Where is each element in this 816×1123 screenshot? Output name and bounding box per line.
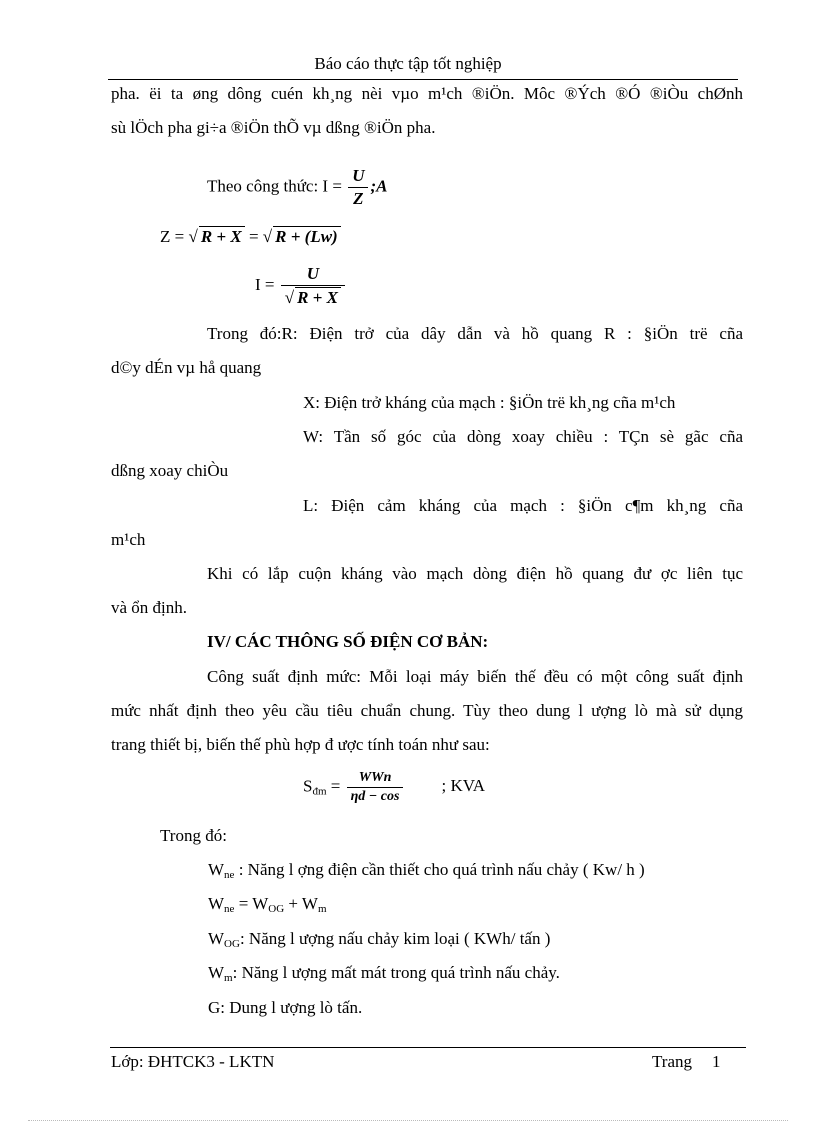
- wog-subscript: OG: [224, 938, 240, 950]
- def-wm: [208, 963, 560, 984]
- power-eq: =: [326, 776, 345, 796]
- sqrt-icon: √: [284, 288, 295, 307]
- power-subscript: đm: [312, 785, 327, 798]
- def-r-line: Trong đó:R: Điện trở của dây dẫn và hồ quang R : §iÖn trë cña: [207, 324, 743, 343]
- formula-impedance-prefix: Z =: [160, 227, 189, 246]
- eq-plus: + W: [284, 894, 318, 913]
- def-r-cont: d©y dÉn vµ hå quang: [111, 358, 262, 377]
- wm-symbol: W: [208, 963, 225, 982]
- paragraph-line-1: pha. ëi ta øng dông cuén kh¸ng nèi vµo m¹ch ®iÖn. Môc ®Ých ®Ó ®iÒu chØnh: [111, 84, 743, 103]
- power-symbol: S: [303, 776, 313, 796]
- eq-w2-sub: OG: [268, 903, 285, 915]
- formula-impedance: [160, 226, 341, 247]
- def-wne: [208, 860, 645, 881]
- paragraph-line-2: sù lÖch pha gi÷a ®iÖn thÕ vµ dßng ®iÖn pha.: [111, 118, 436, 137]
- page-header-title: Báo cáo thực tập tốt nghiệp: [314, 54, 502, 73]
- footer-page-label: Trang: [652, 1052, 692, 1071]
- fraction-numerator: U: [306, 264, 319, 283]
- formula-current-2-fraction: [281, 264, 345, 308]
- def-g: G: Dung l ượng lò tấn.: [208, 998, 363, 1017]
- paragraph-khi-co-cont: và ổn định.: [111, 598, 188, 617]
- formula-current-unit: ;A: [370, 176, 388, 196]
- equation-wne: [208, 894, 327, 915]
- eq-w1: W: [208, 894, 225, 913]
- footer-page-number: 1: [712, 1052, 721, 1071]
- formula-current: [207, 166, 387, 209]
- power-fraction: [347, 770, 404, 805]
- trong-do-2: Trong đó:: [160, 826, 227, 845]
- def-l-cont: m¹ch: [111, 530, 146, 549]
- radicand-2: R + (Lw): [273, 226, 341, 247]
- wog-text: : Năng l ượng nấu chảy kim loại ( KWh/ tấn ): [239, 929, 551, 948]
- section-heading: IV/ CÁC THÔNG SỐ ĐIỆN CƠ BẢN:: [207, 632, 489, 651]
- wne-subscript: ne: [224, 869, 235, 881]
- radicand-1: R + X: [199, 226, 245, 247]
- sqrt-icon: √: [188, 227, 198, 246]
- footer-rule: [110, 1047, 746, 1048]
- radicand-3: R + X: [295, 287, 341, 308]
- formula-current-fraction: [348, 166, 368, 209]
- footer-class: Lớp: ĐHTCK3 - LKTN: [111, 1052, 275, 1071]
- wm-subscript: m: [224, 972, 233, 984]
- eq-mid: = W: [234, 894, 269, 913]
- fraction-denominator: Z: [348, 187, 368, 209]
- paragraph-cs-1: Công suất định mức: Mỗi loại máy biến thế đều có một công suất định: [207, 667, 743, 686]
- wog-symbol: W: [208, 929, 225, 948]
- def-x: X: Điện trở kháng của mạch : §iÖn trë kh¸ng cña m¹ch: [303, 393, 676, 412]
- formula-power: [303, 770, 485, 805]
- page-bottom-dotted-border: [28, 1120, 788, 1121]
- fraction-denominator: ηd − cos: [347, 787, 404, 805]
- wne-symbol: W: [208, 860, 225, 879]
- eq-w1-sub: ne: [224, 903, 235, 915]
- def-w: W: Tần số góc của dòng xoay chiều : TÇn sè gãc cña: [303, 427, 743, 446]
- header-rule: [108, 79, 738, 80]
- paragraph-cs-3: trang thiết bị, biến thế phù hợp đ ược tính toán như sau:: [111, 735, 490, 754]
- eq-w3-sub: m: [317, 903, 327, 915]
- power-unit: ; KVA: [441, 776, 486, 796]
- fraction-numerator: U: [352, 166, 365, 185]
- formula-current-2-prefix: I =: [255, 274, 279, 294]
- sqrt-icon: √: [262, 227, 273, 246]
- def-w-cont: dßng xoay chiÒu: [111, 461, 229, 480]
- wne-text: : Năng l ợng điện cần thiết cho quá trình nấu chảy ( Kw/ h ): [234, 860, 645, 879]
- formula-current-prefix: Theo công thức: I =: [207, 176, 347, 196]
- paragraph-khi-co: Khi có lắp cuộn kháng vào mạch dòng điện hồ quang đư ợc liên tục: [207, 564, 743, 583]
- paragraph-cs-2: mức nhất định theo yêu cầu tiêu chuẩn chung. Tùy theo dung l ượng lò mà sử dụng: [111, 701, 743, 720]
- def-wog: [208, 929, 550, 950]
- def-l: L: Điện cảm kháng của mạch : §iÖn c¶m kh¸ng cña: [303, 496, 743, 515]
- formula-impedance-eq: =: [244, 227, 263, 246]
- wm-text: : Năng l ượng mất mát trong quá trình nấu chảy.: [232, 963, 560, 982]
- fraction-denominator: [281, 285, 345, 308]
- formula-current-2: [255, 264, 347, 308]
- fraction-numerator: WWn: [358, 770, 392, 785]
